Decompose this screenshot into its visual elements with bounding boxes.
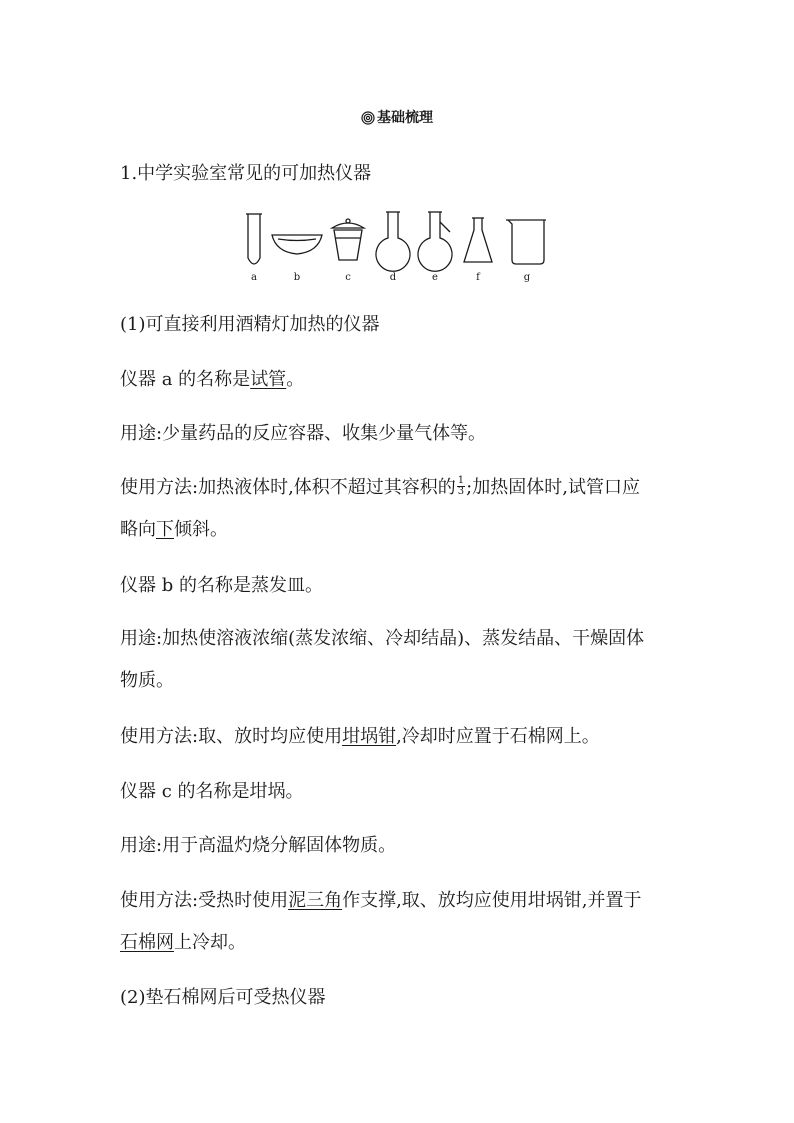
b-name: 仪器 b 的名称是蒸发皿。 [120,575,323,596]
round-bottom-flask-icon [376,212,410,271]
c-use: 用途:用于高温灼烧分解固体物质。 [120,835,397,856]
heading-title: 基础梳理 [377,110,433,126]
evaporating-dish-icon [272,235,322,254]
a-name: 仪器 a 的名称是试管。 [120,369,305,390]
test-tube-icon [248,214,260,264]
section-heading [0,108,794,128]
apparatus-label-d: d [389,272,397,283]
section-1-title: 1.中学实验室常见的可加热仪器 [120,163,372,184]
blank-fill: 石棉网 [120,932,174,953]
distillation-flask-icon [418,212,452,271]
blank-fill: 下 [156,519,174,540]
crucible-icon [334,230,362,260]
c-name: 仪器 c 的名称是坩埚。 [120,781,304,802]
apparatus-label-c: c [345,272,351,283]
fraction: $\frac{1}{3}$ [457,474,465,497]
subsection-2-title: (2)垫石棉网后可受热仪器 [120,987,326,1008]
apparatus-figure [238,208,558,288]
apparatus-label-f: f [476,272,480,283]
blank-fill: 坩埚钳 [342,726,397,747]
blank-fill: 泥三角 [288,890,343,911]
b-use: 用途:加热使溶液浓缩(蒸发浓缩、冷却结晶)、蒸发结晶、干燥固体 [120,628,645,649]
apparatus-label-e: e [432,272,438,283]
c-method-cont: 石棉网上冷却。 [120,932,246,953]
c-method: 使用方法:受热时使用泥三角作支撑,取、放均应使用坩埚钳,并置于 [120,890,642,911]
a-use: 用途:少量药品的反应容器、收集少量气体等。 [120,423,487,444]
spiral-icon [361,111,375,125]
a-method-cont: 略向下倾斜。 [120,519,228,540]
apparatus-label-a: a [251,272,257,283]
apparatus-label-g: g [523,272,531,283]
apparatus-label-b: b [293,272,301,283]
b-method: 使用方法:取、放时均应使用坩埚钳,冷却时应置于石棉网上。 [120,726,600,747]
subsection-1-title: (1)可直接利用酒精灯加热的仪器 [120,314,380,335]
b-use-cont: 物质。 [120,670,174,691]
a-method: 使用方法:加热液体时,体积不超过其容积的 $\frac{1}{3}$ ;加热固体时,试管口应 [120,474,640,498]
conical-flask-icon [464,218,492,262]
blank-fill: 试管 [250,369,287,390]
beaker-icon [508,220,544,264]
